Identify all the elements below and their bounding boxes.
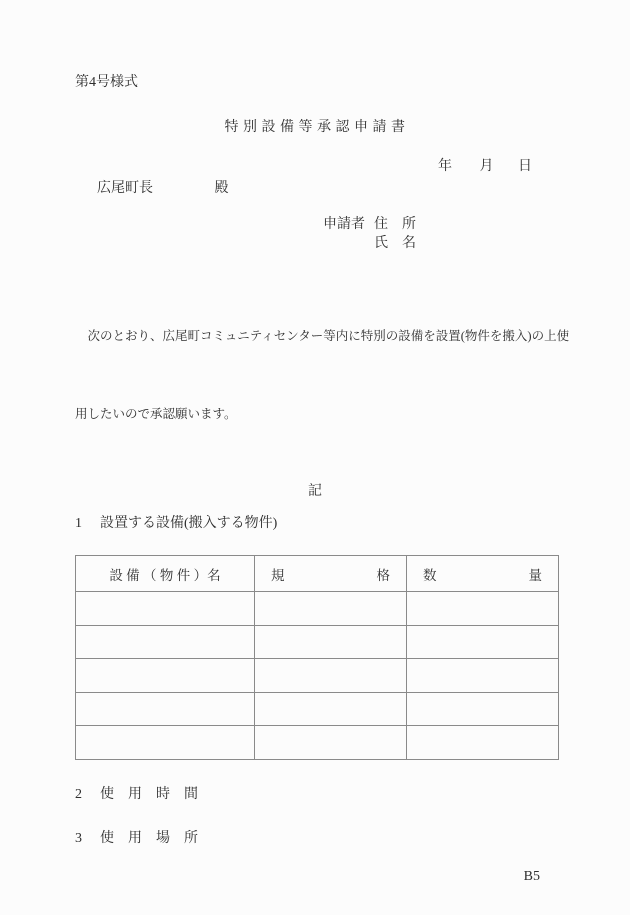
body-paragraph	[75, 271, 570, 479]
table-cell	[255, 692, 407, 726]
month-label: 月	[479, 159, 494, 174]
column-header-specification	[255, 556, 407, 592]
table-row	[76, 692, 559, 726]
section-1-label: 設置する設備(搬入する物件)	[100, 516, 278, 531]
year-label: 年	[438, 159, 452, 174]
section-2-label: 使 用 時 間	[100, 786, 198, 802]
table-cell	[76, 726, 255, 760]
header-char: 規	[271, 567, 285, 583]
section-1-number: 1	[75, 516, 82, 531]
table-cell	[407, 592, 559, 626]
date-line	[75, 158, 555, 176]
applicant-label-spacer	[323, 234, 374, 253]
section-3-label: 使 用 場 所	[100, 830, 198, 846]
section-2-number: 2	[75, 786, 82, 802]
applicant-name-label: 氏 名	[374, 236, 416, 251]
table-cell	[76, 692, 255, 726]
record-mark: 記	[308, 484, 322, 499]
table-row	[76, 625, 559, 659]
table-cell	[407, 659, 559, 693]
table-cell	[255, 726, 407, 760]
applicant-address-row	[323, 215, 555, 234]
document-title: 特 別 設 備 等 承 認 申 請 書	[224, 120, 406, 135]
table-body	[76, 592, 559, 760]
table-cell	[76, 625, 255, 659]
table-cell	[255, 659, 407, 693]
header-char: 数	[423, 567, 437, 583]
section-3-heading	[75, 830, 555, 848]
applicant-name-row	[323, 234, 555, 253]
table-cell	[255, 592, 407, 626]
page-size-label: B5	[523, 868, 540, 884]
applicant-label: 申請者	[323, 217, 365, 232]
form-number: 第4号様式	[75, 75, 138, 90]
section-2-heading	[75, 786, 555, 804]
table-row	[76, 726, 559, 760]
day-label: 日	[518, 159, 532, 174]
header-char: 量	[528, 567, 542, 583]
header-char: 格	[376, 567, 390, 583]
table-cell	[407, 625, 559, 659]
table-cell	[76, 592, 255, 626]
table-row	[76, 592, 559, 626]
applicant-block	[323, 215, 555, 253]
table-cell	[407, 692, 559, 726]
column-header-quantity	[407, 556, 559, 592]
table-header-row	[76, 556, 559, 592]
table-cell	[255, 625, 407, 659]
section-3-number: 3	[75, 830, 82, 846]
applicant-address-label: 住 所	[374, 217, 416, 232]
table-cell	[76, 659, 255, 693]
addressee-line	[75, 180, 555, 198]
column-header-equipment-name: 設 備 （ 物 件 ）名	[76, 556, 255, 592]
body-line-2: 用したいので承認願います。	[75, 407, 237, 421]
section-1-heading	[75, 515, 555, 533]
addressee-name: 広尾町長	[97, 181, 153, 196]
equipment-table	[75, 555, 559, 760]
column-header-quantity-text	[407, 564, 558, 584]
addressee-honorific: 殿	[214, 181, 229, 196]
column-header-specification-text	[255, 564, 406, 584]
table-cell	[407, 726, 559, 760]
body-line-1: 次のとおり、広尾町コミュニティセンター等内に特別の設備を設置(物件を搬入)の上使	[75, 329, 570, 343]
table-row	[76, 659, 559, 693]
